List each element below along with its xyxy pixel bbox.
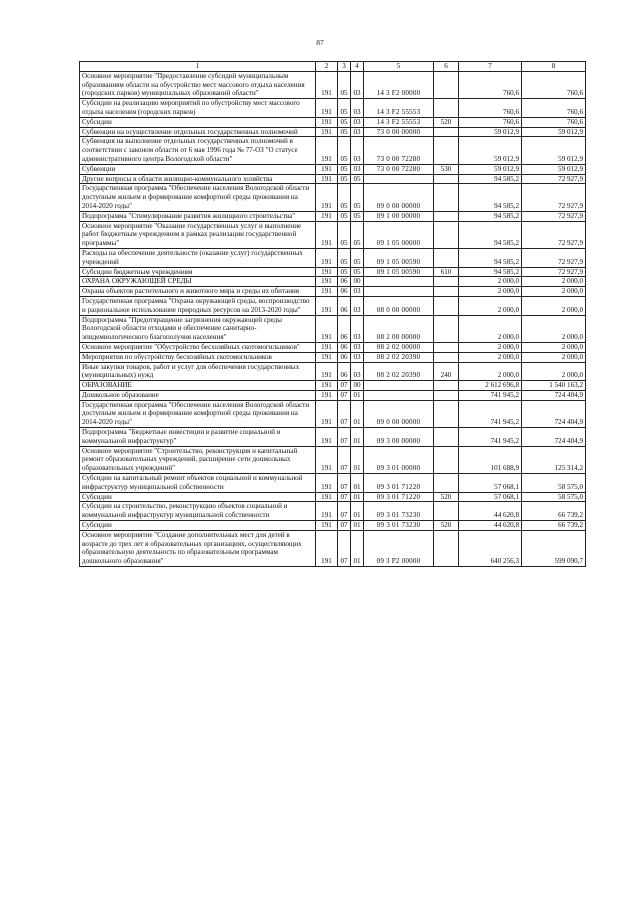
row-description: Субсидии на капитальный ремонт объектов социальной и коммунальной инфраструктур муниципальной собственности xyxy=(80,474,316,493)
row-target-article: 08 2 02 00000 xyxy=(364,342,434,352)
row-amount-year2: 59 012,9 xyxy=(522,137,586,164)
row-description: Субсидии на строительство, реконструкцию объектов социальной и коммунальной инфраструктур муниципальной собственности xyxy=(80,502,316,521)
row-section: 07 xyxy=(338,474,351,493)
row-description: Государственная программа "Обеспечение населения Вологодской области доступным жильем и формирование комфортной среды проживания на 2014-2020 годы" xyxy=(80,184,316,211)
row-section: 06 xyxy=(338,342,351,352)
table-row xyxy=(80,390,586,400)
row-section: 07 xyxy=(338,502,351,521)
column-header: 8 xyxy=(522,62,586,72)
row-amount-year2: 724 404,9 xyxy=(522,400,586,427)
row-subsection: 03 xyxy=(351,117,364,127)
row-amount-year2: 66 739,2 xyxy=(522,502,586,521)
row-section: 05 xyxy=(338,267,351,277)
row-subsection: 05 xyxy=(351,184,364,211)
row-expense-type xyxy=(434,381,459,391)
table-row xyxy=(80,71,586,98)
table-row xyxy=(80,117,586,127)
row-subsection: 03 xyxy=(351,342,364,352)
row-expense-type xyxy=(434,390,459,400)
row-description: Дошкольное образование xyxy=(80,390,316,400)
row-description: Подпрограмма "Предотвращение загрязнения окружающей среды Вологодской области отходами и обеспечение санитарно-эпидемиологического благополучия населения" xyxy=(80,315,316,342)
row-section: 07 xyxy=(338,446,351,473)
row-amount-year2: 72 927,9 xyxy=(522,248,586,267)
column-header: 1 xyxy=(80,62,316,72)
row-target-article: 09 1 00 00000 xyxy=(364,211,434,221)
row-target-article: 08 0 00 00000 xyxy=(364,296,434,315)
row-section: 06 xyxy=(338,287,351,297)
table-row xyxy=(80,315,586,342)
row-expense-type xyxy=(434,277,459,287)
row-expense-type xyxy=(434,127,459,137)
row-section: 06 xyxy=(338,352,351,362)
row-subsection: 01 xyxy=(351,502,364,521)
row-target-article: 73 0 00 72280 xyxy=(364,164,434,174)
row-ministry-code: 191 xyxy=(316,117,338,127)
row-expense-type xyxy=(434,296,459,315)
row-amount-year2: 2 000,0 xyxy=(522,277,586,287)
page-number: 87 xyxy=(316,38,324,47)
row-expense-type xyxy=(434,211,459,221)
row-amount-year2: 599 090,7 xyxy=(522,530,586,566)
row-target-article: 09 3 01 73230 xyxy=(364,502,434,521)
row-ministry-code: 191 xyxy=(316,248,338,267)
row-expense-type: 530 xyxy=(434,164,459,174)
row-expense-type xyxy=(434,221,459,248)
row-section: 05 xyxy=(338,174,351,184)
row-description: Другие вопросы в области жилищно-коммунального хозяйства xyxy=(80,174,316,184)
row-subsection: 03 xyxy=(351,164,364,174)
row-amount-year1: 760,6 xyxy=(459,71,522,98)
row-target-article: 09 1 05 00000 xyxy=(364,221,434,248)
row-expense-type: 520 xyxy=(434,492,459,502)
row-section: 07 xyxy=(338,400,351,427)
row-expense-type xyxy=(434,530,459,566)
row-amount-year2: 760,6 xyxy=(522,99,586,118)
row-subsection: 05 xyxy=(351,248,364,267)
row-expense-type xyxy=(434,428,459,447)
row-section: 06 xyxy=(338,362,351,381)
row-section: 05 xyxy=(338,164,351,174)
table-row xyxy=(80,362,586,381)
column-header: 4 xyxy=(351,62,364,72)
row-description: Основное мероприятие "Оказание государственных услуг и выполнение работ бюджетным учреждением в рамках реализации государственной программы" xyxy=(80,221,316,248)
row-expense-type: 610 xyxy=(434,267,459,277)
table-row xyxy=(80,521,586,531)
row-amount-year2: 1 540 163,2 xyxy=(522,381,586,391)
row-expense-type xyxy=(434,352,459,362)
row-section: 05 xyxy=(338,117,351,127)
row-target-article: 09 3 01 71220 xyxy=(364,474,434,493)
row-amount-year1: 2 000,0 xyxy=(459,287,522,297)
row-subsection: 05 xyxy=(351,211,364,221)
row-amount-year2: 59 012,9 xyxy=(522,164,586,174)
row-amount-year1: 2 000,0 xyxy=(459,296,522,315)
table-row xyxy=(80,342,586,352)
row-description: Иные закупки товаров, работ и услуг для обеспечения государственных (муниципальных) нужд xyxy=(80,362,316,381)
row-amount-year2: 72 927,9 xyxy=(522,211,586,221)
row-description: Основное мероприятие "Обустройство бесхозяйных скотомогильников" xyxy=(80,342,316,352)
row-amount-year2: 2 000,0 xyxy=(522,362,586,381)
row-amount-year2: 724 404,9 xyxy=(522,390,586,400)
row-description: Субвенции xyxy=(80,164,316,174)
row-ministry-code: 191 xyxy=(316,492,338,502)
table-row xyxy=(80,400,586,427)
row-target-article: 73 0 00 00000 xyxy=(364,127,434,137)
row-amount-year1: 640 256,3 xyxy=(459,530,522,566)
row-subsection: 01 xyxy=(351,530,364,566)
row-ministry-code: 191 xyxy=(316,315,338,342)
row-subsection: 00 xyxy=(351,381,364,391)
row-amount-year2: 72 927,9 xyxy=(522,221,586,248)
row-section: 05 xyxy=(338,137,351,164)
table-row xyxy=(80,267,586,277)
row-target-article: 14 3 F2 55553 xyxy=(364,99,434,118)
row-description: Субвенция на выполнение отдельных государственных полномочий в соответствии с законом области от 6 мая 1996 года № 77-ОЗ "О статусе административного центра Вологодской области" xyxy=(80,137,316,164)
row-amount-year2: 125 314,2 xyxy=(522,446,586,473)
row-subsection: 03 xyxy=(351,352,364,362)
row-ministry-code: 191 xyxy=(316,277,338,287)
row-subsection: 03 xyxy=(351,137,364,164)
row-subsection: 01 xyxy=(351,390,364,400)
column-header: 7 xyxy=(459,62,522,72)
row-ministry-code: 191 xyxy=(316,287,338,297)
row-amount-year1: 2 000,0 xyxy=(459,277,522,287)
row-ministry-code: 191 xyxy=(316,127,338,137)
row-amount-year2: 2 000,0 xyxy=(522,315,586,342)
row-expense-type xyxy=(434,99,459,118)
row-expense-type: 240 xyxy=(434,362,459,381)
row-amount-year1: 2 000,0 xyxy=(459,352,522,362)
row-subsection: 03 xyxy=(351,71,364,98)
row-target-article: 09 0 00 00000 xyxy=(364,184,434,211)
row-target-article: 14 3 F2 00000 xyxy=(364,71,434,98)
row-section: 07 xyxy=(338,428,351,447)
row-amount-year2: 2 000,0 xyxy=(522,342,586,352)
row-target-article: 08 2 02 20390 xyxy=(364,362,434,381)
row-target-article xyxy=(364,174,434,184)
row-expense-type xyxy=(434,446,459,473)
row-ministry-code: 191 xyxy=(316,267,338,277)
table-row xyxy=(80,99,586,118)
column-header: 2 xyxy=(316,62,338,72)
row-target-article: 08 2 00 00000 xyxy=(364,315,434,342)
row-amount-year1: 59 012,9 xyxy=(459,164,522,174)
row-amount-year1: 94 585,2 xyxy=(459,267,522,277)
row-subsection: 01 xyxy=(351,492,364,502)
row-description: Субсидии xyxy=(80,117,316,127)
row-ministry-code: 191 xyxy=(316,71,338,98)
row-ministry-code: 191 xyxy=(316,352,338,362)
row-section: 06 xyxy=(338,296,351,315)
row-subsection: 03 xyxy=(351,127,364,137)
row-subsection: 00 xyxy=(351,277,364,287)
row-description: Расходы на обеспечение деятельности (оказание услуг) государственных учреждений xyxy=(80,248,316,267)
row-expense-type xyxy=(434,174,459,184)
row-subsection: 01 xyxy=(351,428,364,447)
row-description: Субвенции на осуществление отдельных государственных полномочий xyxy=(80,127,316,137)
row-subsection: 01 xyxy=(351,521,364,531)
row-ministry-code: 191 xyxy=(316,296,338,315)
row-amount-year1: 94 585,2 xyxy=(459,248,522,267)
table-row xyxy=(80,530,586,566)
row-subsection: 01 xyxy=(351,474,364,493)
row-ministry-code: 191 xyxy=(316,400,338,427)
row-amount-year2: 760,6 xyxy=(522,117,586,127)
row-target-article: 08 2 02 20390 xyxy=(364,352,434,362)
row-expense-type xyxy=(434,137,459,164)
row-ministry-code: 191 xyxy=(316,428,338,447)
row-amount-year2: 2 000,0 xyxy=(522,287,586,297)
row-target-article: 09 3 01 73230 xyxy=(364,521,434,531)
table-row xyxy=(80,248,586,267)
table-header-row xyxy=(80,62,586,72)
row-amount-year2: 72 927,9 xyxy=(522,184,586,211)
row-section: 05 xyxy=(338,99,351,118)
row-description: Мероприятия по обустройству бесхозяйных скотомогильников xyxy=(80,352,316,362)
row-amount-year1: 2 000,0 xyxy=(459,362,522,381)
row-description: Субсидии xyxy=(80,492,316,502)
row-section: 07 xyxy=(338,530,351,566)
table-row xyxy=(80,184,586,211)
row-section: 05 xyxy=(338,184,351,211)
row-ministry-code: 191 xyxy=(316,211,338,221)
row-description: Основное мероприятие "Создание дополнительных мест для детей в возрасте до трех лет в образовательных организациях, осуществляющих образовательную деятельность по образовательным программам дошкольного образования" xyxy=(80,530,316,566)
column-header: 5 xyxy=(364,62,434,72)
row-description: ОХРАНА ОКРУЖАЮЩЕЙ СРЕДЫ xyxy=(80,277,316,287)
row-subsection: 03 xyxy=(351,296,364,315)
row-subsection: 03 xyxy=(351,315,364,342)
row-description: Подпрограмма "Стимулирование развития жилищного строительства" xyxy=(80,211,316,221)
row-amount-year1: 94 585,2 xyxy=(459,211,522,221)
table-row xyxy=(80,474,586,493)
row-section: 05 xyxy=(338,127,351,137)
table-row xyxy=(80,381,586,391)
row-amount-year2: 66 739,2 xyxy=(522,521,586,531)
row-description: Субсидии бюджетным учреждениям xyxy=(80,267,316,277)
row-amount-year1: 59 012,9 xyxy=(459,137,522,164)
row-ministry-code: 191 xyxy=(316,174,338,184)
row-ministry-code: 191 xyxy=(316,381,338,391)
row-amount-year1: 94 585,2 xyxy=(459,221,522,248)
row-description: Субсидии xyxy=(80,521,316,531)
table-row xyxy=(80,137,586,164)
row-ministry-code: 191 xyxy=(316,184,338,211)
row-expense-type xyxy=(434,315,459,342)
row-amount-year2: 58 575,0 xyxy=(522,492,586,502)
row-ministry-code: 191 xyxy=(316,530,338,566)
row-target-article xyxy=(364,381,434,391)
row-amount-year1: 44 620,8 xyxy=(459,502,522,521)
row-description: Охрана объектов растительного и животного мира и среды их обитания xyxy=(80,287,316,297)
row-amount-year1: 94 585,2 xyxy=(459,174,522,184)
row-description: Основное мероприятие "Строительство, реконструкция и капитальный ремонт образовательных учреждений, расширение сети дошкольных образовательных учреждений" xyxy=(80,446,316,473)
row-ministry-code: 191 xyxy=(316,474,338,493)
table-row xyxy=(80,502,586,521)
row-ministry-code: 191 xyxy=(316,221,338,248)
row-description: Государственная программа "Обеспечение населения Вологодской области доступным жильем и формирование комфортной среды проживания на 2014-2020 годы" xyxy=(80,400,316,427)
row-section: 07 xyxy=(338,381,351,391)
row-amount-year2: 760,6 xyxy=(522,71,586,98)
row-section: 07 xyxy=(338,390,351,400)
row-subsection: 01 xyxy=(351,446,364,473)
row-amount-year2: 59 012,9 xyxy=(522,127,586,137)
row-amount-year1: 59 012,9 xyxy=(459,127,522,137)
table-row xyxy=(80,211,586,221)
table-row xyxy=(80,428,586,447)
row-target-article: 14 3 F2 55553 xyxy=(364,117,434,127)
row-subsection: 03 xyxy=(351,362,364,381)
table-row xyxy=(80,277,586,287)
row-expense-type xyxy=(434,71,459,98)
row-target-article: 09 3 P2 00000 xyxy=(364,530,434,566)
row-ministry-code: 191 xyxy=(316,390,338,400)
row-ministry-code: 191 xyxy=(316,137,338,164)
row-target-article: 09 3 00 00000 xyxy=(364,428,434,447)
table-row xyxy=(80,174,586,184)
table-row xyxy=(80,164,586,174)
row-subsection: 03 xyxy=(351,99,364,118)
row-amount-year1: 2 000,0 xyxy=(459,342,522,352)
row-ministry-code: 191 xyxy=(316,342,338,352)
row-amount-year1: 760,6 xyxy=(459,117,522,127)
row-section: 07 xyxy=(338,492,351,502)
row-section: 06 xyxy=(338,277,351,287)
row-section: 06 xyxy=(338,315,351,342)
row-amount-year1: 2 000,0 xyxy=(459,315,522,342)
row-section: 05 xyxy=(338,71,351,98)
row-subsection: 01 xyxy=(351,400,364,427)
row-subsection: 05 xyxy=(351,267,364,277)
row-expense-type xyxy=(434,287,459,297)
table-row xyxy=(80,296,586,315)
row-section: 05 xyxy=(338,248,351,267)
row-subsection: 03 xyxy=(351,287,364,297)
row-target-article: 73 0 00 72280 xyxy=(364,137,434,164)
row-expense-type xyxy=(434,184,459,211)
row-amount-year1: 741 945,2 xyxy=(459,400,522,427)
row-expense-type xyxy=(434,248,459,267)
table-row xyxy=(80,446,586,473)
row-description: Субсидии на реализацию мероприятий по обустройству мест массового отдыха населения (городских парков) xyxy=(80,99,316,118)
row-section: 07 xyxy=(338,521,351,531)
column-header: 3 xyxy=(338,62,351,72)
table-row xyxy=(80,492,586,502)
row-amount-year1: 94 585,2 xyxy=(459,184,522,211)
row-target-article xyxy=(364,277,434,287)
row-amount-year1: 741 945,2 xyxy=(459,390,522,400)
row-amount-year2: 2 000,0 xyxy=(522,296,586,315)
row-amount-year2: 2 000,0 xyxy=(522,352,586,362)
row-section: 05 xyxy=(338,211,351,221)
row-amount-year1: 57 068,1 xyxy=(459,492,522,502)
row-ministry-code: 191 xyxy=(316,99,338,118)
row-expense-type: 520 xyxy=(434,521,459,531)
row-expense-type xyxy=(434,342,459,352)
row-amount-year1: 2 612 696,8 xyxy=(459,381,522,391)
row-target-article xyxy=(364,287,434,297)
row-subsection: 05 xyxy=(351,221,364,248)
row-expense-type xyxy=(434,400,459,427)
column-header: 6 xyxy=(434,62,459,72)
row-amount-year1: 44 620,8 xyxy=(459,521,522,531)
row-section: 05 xyxy=(338,221,351,248)
row-target-article: 09 1 05 00590 xyxy=(364,248,434,267)
row-ministry-code: 191 xyxy=(316,521,338,531)
row-amount-year1: 57 068,1 xyxy=(459,474,522,493)
row-expense-type: 520 xyxy=(434,117,459,127)
table-row xyxy=(80,127,586,137)
row-description: Основное мероприятие "Предоставление субсидий муниципальным образованиям области на обустройство мест массового отдыха населения (городских парков) муниципальных образований области" xyxy=(80,71,316,98)
budget-table xyxy=(79,61,586,567)
row-amount-year1: 760,6 xyxy=(459,99,522,118)
row-description: Государственная программа "Охрана окружающей среды, воспроизводство и рациональное использование природных ресурсов на 2013-2020 годы" xyxy=(80,296,316,315)
table-row xyxy=(80,287,586,297)
row-ministry-code: 191 xyxy=(316,446,338,473)
row-amount-year1: 741 945,2 xyxy=(459,428,522,447)
row-ministry-code: 191 xyxy=(316,502,338,521)
row-description: Подпрограмма "Бюджетные инвестиции в развитие социальной и коммунальной инфраструктур" xyxy=(80,428,316,447)
row-ministry-code: 191 xyxy=(316,362,338,381)
row-expense-type xyxy=(434,502,459,521)
row-target-article: 09 0 00 00000 xyxy=(364,400,434,427)
row-amount-year2: 58 575,0 xyxy=(522,474,586,493)
row-expense-type xyxy=(434,474,459,493)
row-ministry-code: 191 xyxy=(316,164,338,174)
row-amount-year1: 101 688,9 xyxy=(459,446,522,473)
row-target-article xyxy=(364,390,434,400)
row-subsection: 05 xyxy=(351,174,364,184)
row-amount-year2: 72 927,9 xyxy=(522,174,586,184)
row-target-article: 09 3 01 71220 xyxy=(364,492,434,502)
row-target-article: 09 3 01 00000 xyxy=(364,446,434,473)
table-row xyxy=(80,221,586,248)
row-target-article: 09 1 05 00590 xyxy=(364,267,434,277)
table-row xyxy=(80,352,586,362)
row-description: ОБРАЗОВАНИЕ xyxy=(80,381,316,391)
row-amount-year2: 724 404,9 xyxy=(522,428,586,447)
row-amount-year2: 72 927,9 xyxy=(522,267,586,277)
